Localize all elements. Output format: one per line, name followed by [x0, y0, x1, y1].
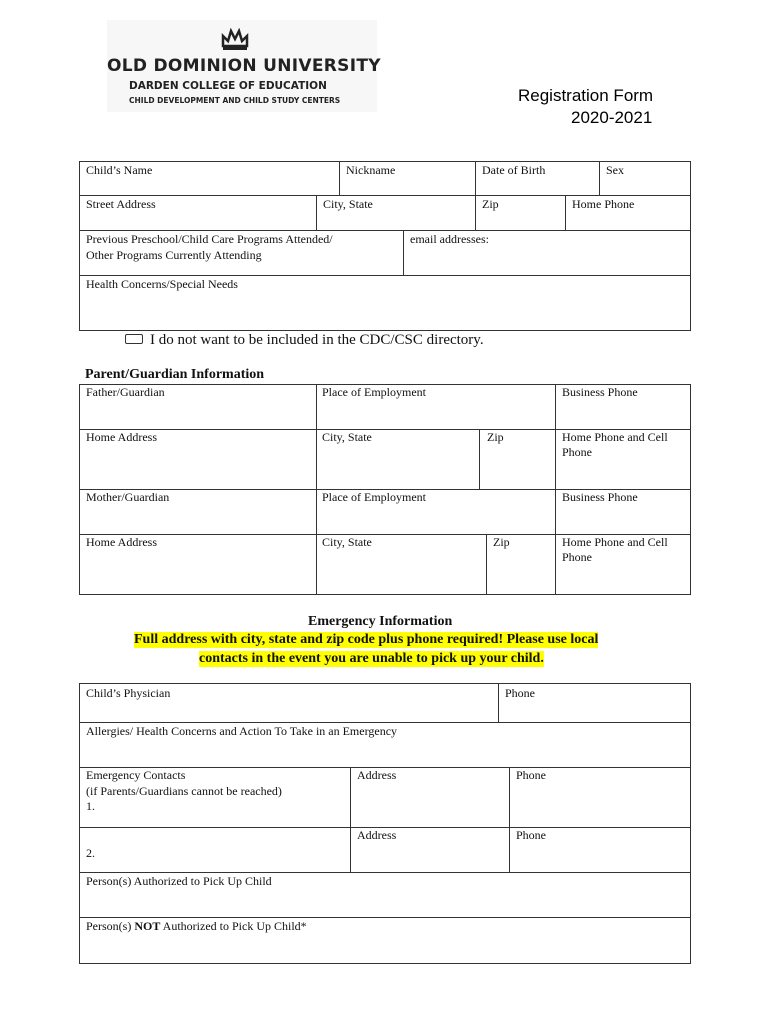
nickname-label: Nickname	[346, 163, 396, 177]
zip-label: Zip	[482, 197, 499, 211]
prev-programs-label-2: Other Programs Currently Attending	[86, 248, 262, 262]
college-name: DARDEN COLLEGE OF EDUCATION	[129, 80, 327, 92]
emergency-notice: Full address with city, state and zip code plus phone required! Please use local	[134, 632, 599, 647]
father-home-cell-label: Home Phone and Cell	[562, 430, 668, 444]
contact-1-address-label: Address	[357, 768, 397, 782]
contacts-label: Emergency Contacts	[86, 768, 186, 782]
mother-employment-label: Place of Employment	[322, 490, 426, 504]
directory-optout-checkbox[interactable]	[125, 334, 143, 344]
city-state-label: City, State	[323, 197, 373, 211]
emergency-heading: Emergency Information	[308, 614, 453, 629]
university-name: OLD DOMINION UNIVERSITY	[107, 56, 381, 76]
form-title: Registration Form	[518, 86, 654, 105]
contact-2-address-label: Address	[357, 828, 397, 842]
father-zip-label: Zip	[487, 430, 504, 444]
physician-label: Child’s Physician	[86, 686, 171, 700]
father-city-state-label: City, State	[322, 430, 372, 444]
university-logo	[107, 20, 381, 112]
father-employment-label: Place of Employment	[322, 385, 426, 399]
father-home-address-label: Home Address	[86, 430, 157, 444]
contact-number-2: 2.	[86, 846, 95, 860]
authorized-pickup-label: Person(s) Authorized to Pick Up Child	[86, 874, 272, 888]
sex-label: Sex	[606, 163, 624, 177]
mother-zip-label: Zip	[493, 535, 510, 549]
parent-heading: Parent/Guardian Information	[85, 367, 265, 382]
prev-programs-label: Previous Preschool/Child Care Programs Attended/	[86, 232, 333, 246]
mother-home-cell-label-2: Phone	[562, 550, 592, 564]
contacts-sub-label: (if Parents/Guardians cannot be reached)	[86, 784, 282, 798]
form-year: 2020-2021	[571, 108, 653, 127]
mother-label: Mother/Guardian	[86, 490, 170, 504]
father-home-cell-label-2: Phone	[562, 445, 592, 459]
home-phone-label: Home Phone	[572, 197, 635, 211]
contact-2-phone-label: Phone	[516, 828, 546, 842]
allergies-label: Allergies/ Health Concerns and Action To Take in an Emergency	[86, 724, 398, 738]
street-label: Street Address	[86, 197, 156, 211]
not-authorized-pickup-label: Person(s) NOT Authorized to Pick Up Child*	[86, 919, 307, 933]
centers-name: CHILD DEVELOPMENT AND CHILD STUDY CENTERS	[129, 96, 341, 105]
father-label: Father/Guardian	[86, 385, 165, 399]
email-label: email addresses:	[410, 232, 489, 246]
father-business-phone-label: Business Phone	[562, 385, 638, 399]
physician-phone-label: Phone	[505, 686, 535, 700]
dob-label: Date of Birth	[482, 163, 546, 177]
mother-business-phone-label: Business Phone	[562, 490, 638, 504]
childs-name-label: Child’s Name	[86, 163, 153, 177]
contact-1-phone-label: Phone	[516, 768, 546, 782]
health-label: Health Concerns/Special Needs	[86, 277, 238, 291]
crown-icon	[220, 28, 250, 52]
emergency-notice-2: contacts in the event you are unable to pick up your child.	[199, 651, 544, 666]
mother-home-address-label: Home Address	[86, 535, 157, 549]
mother-city-state-label: City, State	[322, 535, 372, 549]
directory-optout-label: I do not want to be included in the CDC/CSC directory.	[150, 332, 484, 348]
contact-number-1: 1.	[86, 799, 95, 813]
mother-home-cell-label: Home Phone and Cell	[562, 535, 668, 549]
